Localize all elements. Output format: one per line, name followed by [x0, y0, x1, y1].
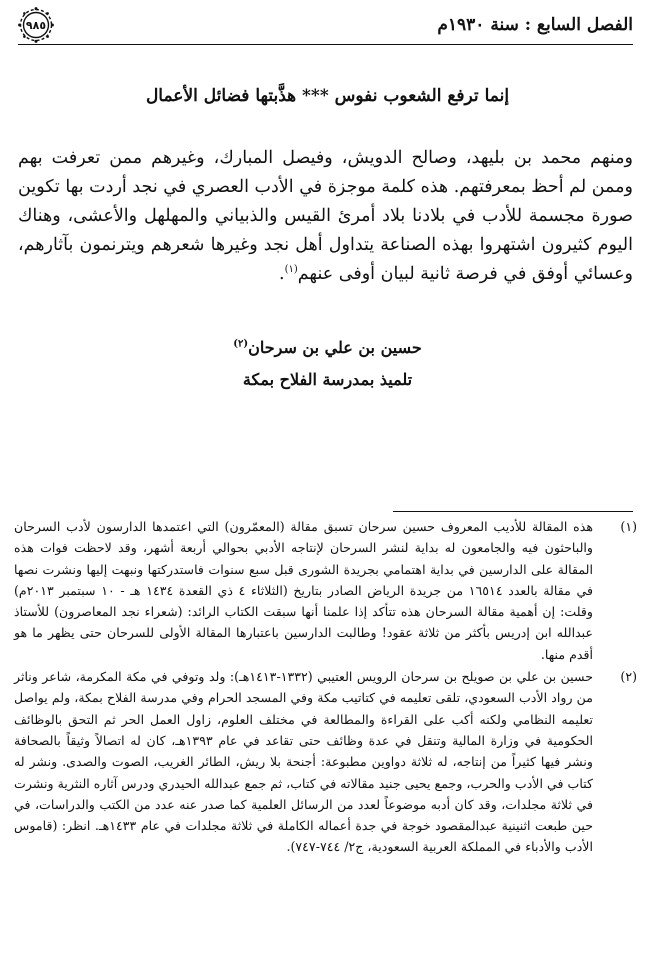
author-role: تلميذ بمدرسة الفلاح بمكة: [242, 370, 413, 389]
footnote-divider: [393, 511, 633, 512]
footnote-number: (١): [620, 519, 637, 534]
chapter-title: الفصل السابع : سنة ١٩٣٠م: [437, 15, 633, 35]
page-number: ٩٨٥: [25, 18, 47, 32]
poem-verse-heading: إنما ترفع الشعوب نفوس *** هذَّبتها فضائل الأعمال: [145, 86, 510, 106]
footnote-number: (٢): [620, 669, 637, 685]
running-header: [18, 6, 633, 45]
body-paragraph: [18, 144, 633, 289]
author-signature: [20, 338, 635, 357]
footnote-text: هذه المقالة للأديب المعروف حسين سرحان تسبق مقالة (المعمّرون) التي اعتمدها الدارسون لأدب السرحان والباحثون فيه والجامعون له بداية لنشر السرحان لإنتاجه الأدبي بحوالي أربعة أشهر، وقد لاحظت فوات هذه المقالة على الدارسين في بداية اهتمامي بجريدة الشورى قبل سبع سنوات فاستدركتها ونبهت إليها ونشرت نصها في مقالة بالعدد ١٦٥١٤ من جريدة الرياض الصادر بتاريخ (الثلاثاء ٤ ذي القعدة ١٤٣٤ هـ - ١٠ سبتمبر ٢٠١٣م) وقلت: إن أهمية مقالة السرحان هذه تتأكد إذا علمنا أنها سبقت الكتاب الرائد: (شعراء نجد المعاصرون) للأستاذ عبدالله ابن إدريس بأكثر من ثلاثة عقود! وطالبت الدارسين باعتبارها المقالة الأولى للسرحان حتى يظهر ما هو أقدم منها.: [14, 519, 593, 662]
footnotes: [14, 516, 637, 858]
footnote: [14, 666, 637, 858]
page-number-badge: [18, 7, 54, 43]
paragraph-end: .: [279, 264, 285, 284]
footnote-ref-1[interactable]: (١): [284, 264, 298, 276]
footnote-text: حسين بن علي بن صويلح بن سرحان الرويس العتيبي (١٣٣٢-١٤١٣هـ): ولد وتوفي في مكة المكرمة، شاعر وناثر من رواد الأدب السعودي، تلقى تعليمه في كتاتيب مكة وفي المسجد الحرام وفي مدرسة الفلاح بمكة، ولم يواصل تعليمه النظامي ولكنه أكب على القراءة والمطالعة في مختلف العلوم، زاول العمل الحر ثم التحق بالوظائف الحكومية في وزارة المالية وتنقل في عدة وظائف حتى تقاعد في عام ١٣٩٣هـ، كان له اتصالاً وثيقاً بالصحافة ونشر فيها كثيراً من إنتاجه، له ثلاثة دواوين مطبوعة: أجنحة بلا ريش، الطائر الغريب، الصوت والصدى. ونشر له كتاب في الأدب والحرب، وجمع يحيى جنيد مقالاته في كتاب، ثم جمع عبدالله الحيدري ودرس آثاره النثرية ونشرت في ثلاثة مجلدات، وقد كان أدبه موضوعاً لعدد من الرسائل العلمية كما صدر عنه عدد من الكتب والدراسات، في حين طبعت اثنينية عبدالمقصود خوجة في جدة أعماله الكاملة في ثلاثة مجلدات في عام ١٤٣٣هـ. انظر: (قاموس الأدب والأدباء في المملكة العربية السعودية، ج٢/ ٧٤٤-٧٤٧).: [14, 669, 593, 855]
author-name: حسين بن علي بن سرحان: [248, 338, 422, 357]
footnote: [14, 516, 637, 665]
footnote-ref-2[interactable]: (٢): [233, 338, 249, 350]
paragraph-text: ومنهم محمد بن بليهد، وصالح الدويش، وفيصل المبارك، وغيرهم ممن تعرفت بهم وممن لم أحظ بمعرفتهم. هذه كلمة موجزة في الأدب العصري في نجد أردت بها تكوين صورة مجسمة للأدب في بلادنا بلاد أمرئ القيس والذبياني والمهلهل والأعشى، وهناك اليوم كثيرون اشتهروا بهذه الصناعة يتداول أهل نجد وغيرها شعرهم ويترنمون بآثارهم، وعسائي أوفق في فرصة ثانية لبيان أوفى عنهم: [18, 148, 633, 284]
body-text: [18, 144, 633, 289]
